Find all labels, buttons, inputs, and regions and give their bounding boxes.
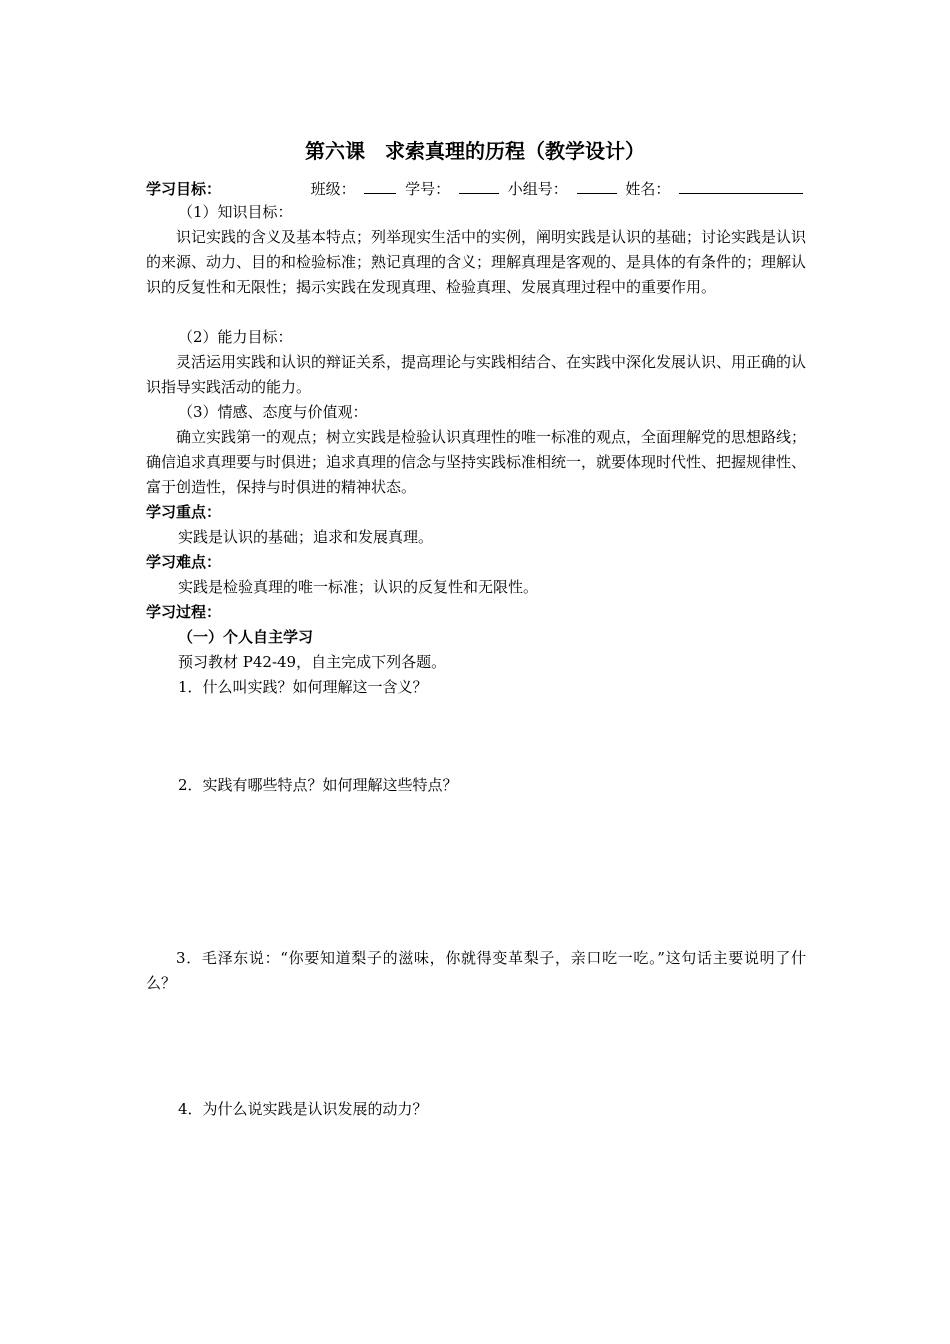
question-1: 1．什么叫实践？如何理解这一含义？	[178, 678, 428, 696]
id-label: 学号：	[405, 180, 451, 198]
section1-heading: （一）个人自主学习	[178, 628, 314, 646]
question-2: 2．实践有哪些特点？如何理解这些特点？	[178, 776, 458, 794]
knowledge-text: 识记实践的含义及基本特点；列举现实生活中的实例，阐明实践是认识的基础；讨论实践是认识的来源、动力、目的和检验标准；熟记真理的含义；理解真理是客观的、是具体的有条件的；理解认识的反复性和无限性；揭示实践在发现真理、检验真理、发展真理过程中的重要作用。	[146, 228, 807, 296]
question-3: 3．毛泽东说：“你要知道梨子的滋味，你就得变革梨子，亲口吃一吃。”这句话主要说明了什么？	[146, 949, 806, 992]
class-blank[interactable]	[364, 178, 396, 194]
focus-text: 实践是认识的基础；追求和发展真理。	[178, 528, 434, 546]
id-blank[interactable]	[459, 178, 499, 194]
emotion-heading: （3）情感、态度与价值观：	[178, 403, 368, 421]
page-title: 第六课 求索真理的历程（教学设计）	[305, 139, 645, 163]
emotion-text: 确立实践第一的观点；树立实践是检验认识真理性的唯一标准的观点，全面理解党的思想路线；确信追求真理要与时俱进；追求真理的信念与坚持实践标准相统一，就要体现时代性、把握规律性、富于创造性，保持与时俱进的精神状态。	[146, 428, 807, 496]
focus-label: 学习重点：	[146, 503, 222, 521]
class-label: 班级：	[310, 180, 356, 198]
ability-text: 灵活运用实践和认识的辩证关系，提高理论与实践相结合、在实践中深化发展认识、用正确的认识指导实践活动的能力。	[146, 353, 807, 396]
section1-intro: 预习教材 P42-49，自主完成下列各题。	[178, 653, 447, 671]
ability-heading: （2）能力目标：	[178, 328, 293, 346]
difficulty-text: 实践是检验真理的唯一标准；认识的反复性和无限性。	[178, 578, 539, 596]
group-blank[interactable]	[577, 178, 617, 194]
process-label: 学习过程：	[146, 603, 222, 621]
name-blank[interactable]	[679, 178, 803, 194]
question-4: 4．为什么说实践是认识发展的动力？	[178, 1100, 428, 1118]
goal-label: 学习目标：	[146, 180, 222, 198]
knowledge-heading: （1）知识目标：	[178, 203, 293, 221]
group-label: 小组号：	[507, 180, 568, 198]
difficulty-label: 学习难点：	[146, 553, 222, 571]
name-label: 姓名：	[625, 180, 671, 198]
student-info-row	[146, 177, 807, 202]
